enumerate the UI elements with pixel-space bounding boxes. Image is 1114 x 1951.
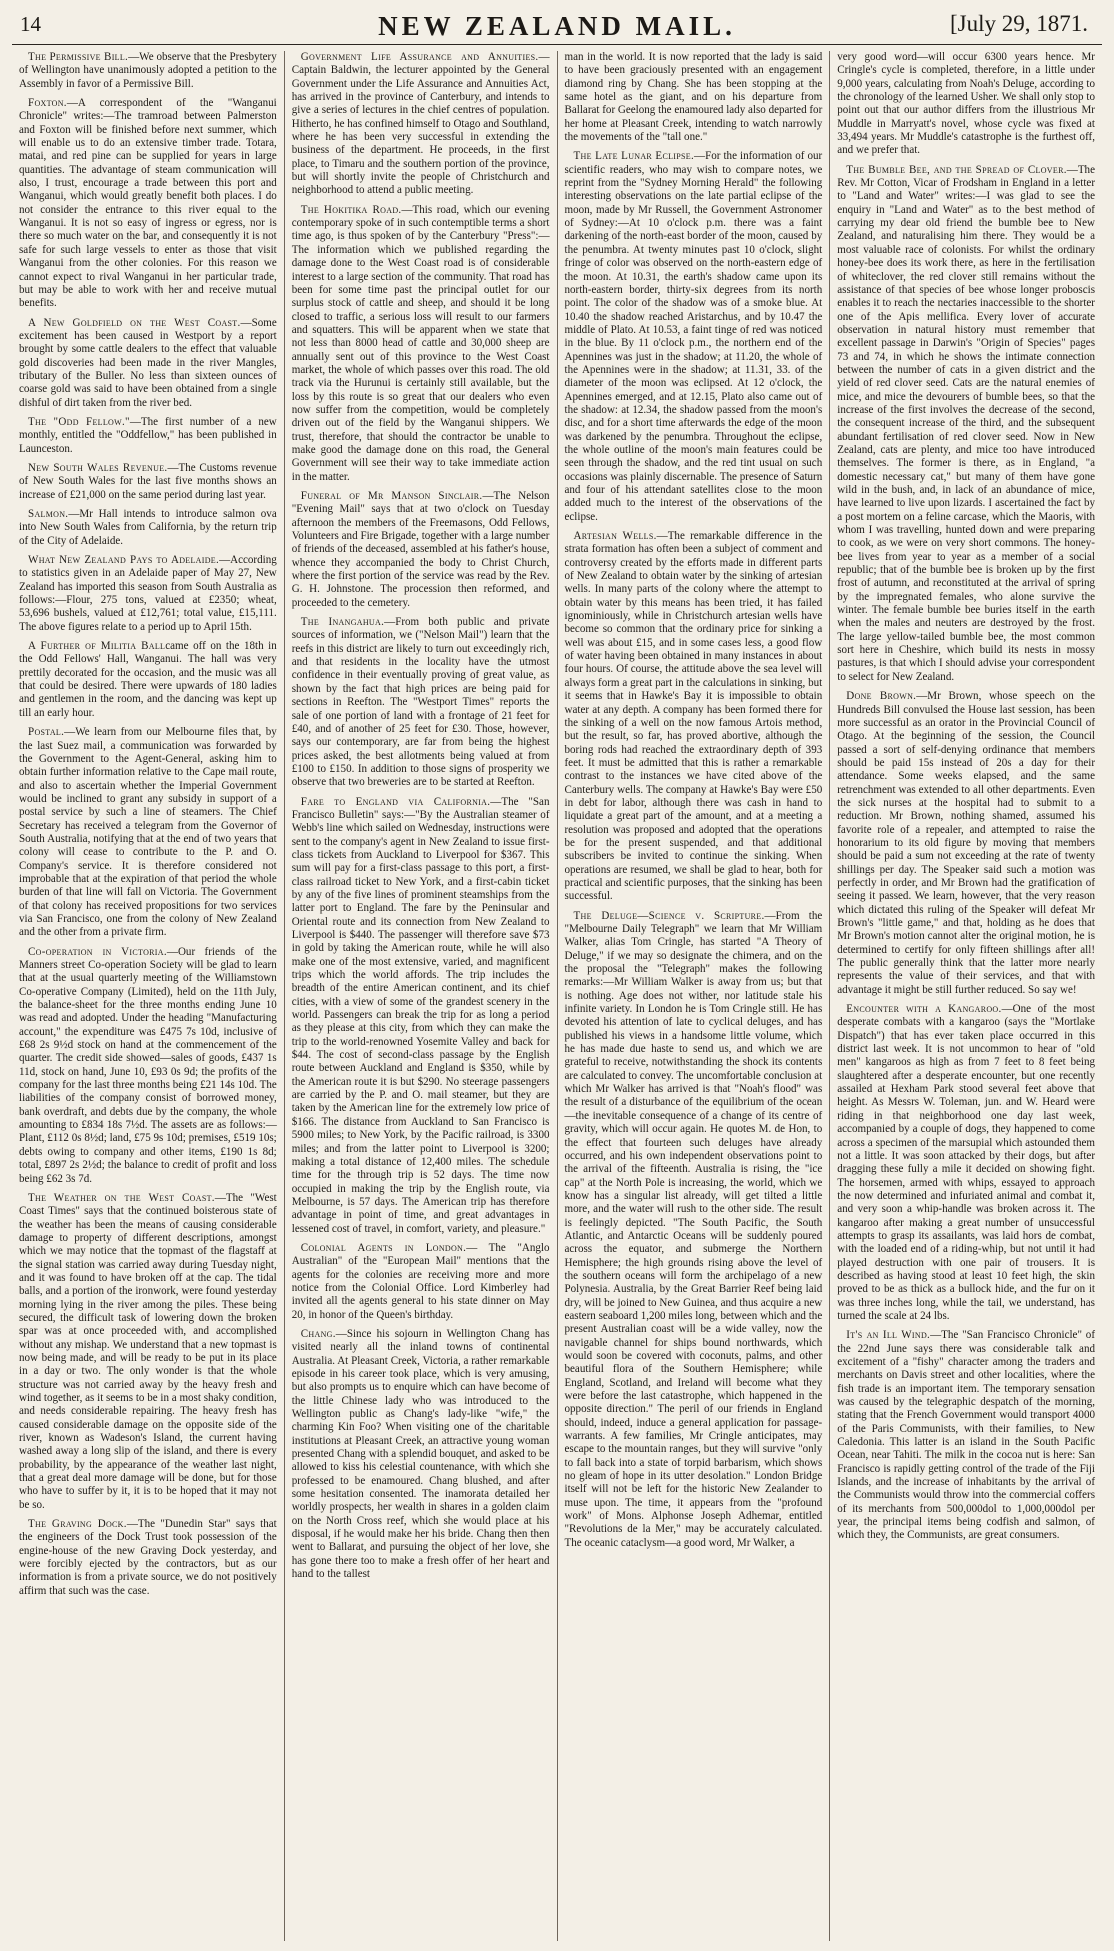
article	[292, 1328, 550, 1582]
article	[19, 640, 277, 720]
text-columns	[12, 51, 1102, 1941]
article	[19, 317, 277, 410]
issue-date: [July 29, 1871.	[950, 11, 1088, 36]
newspaper-title: NEW ZEALAND MAIL.	[378, 11, 736, 41]
article-heading: A New Goldfield on the West Coast.	[28, 316, 241, 329]
article-heading: The "Odd Fellow."	[28, 415, 130, 428]
article-body: —One of the most desperate combats with a kangaroo (says the "Mortlake Dispatch") that has ever taken place occurred in this district last week. It is not uncommon to hear of "old men" kangaroos as high as from 7 feet to 8 feet being slaughtered after a desperate encounter, but one recently assailed at Hexham Park stood several feet above that height. As Messrs W. Toleman, jun. and W. Heard were riding in that neighborhood one day last week, accompanied by a couple of dogs, they happened to come across a specimen of the marsupial which astounded them not a little. It was soon attacked by their dogs, but after dragging these fully a mile it decided on showing fight. The horsemen, armed with whips, essayed to approach the now determined and infuriated animal and combat it, and very soon a whip-handle was broken across it. The kangaroo after making a great number of unsuccessful attempts to grasp its assailants, was laid hors de combat, with the loaded end of a riding-whip, but not until it had played destruction with one pair of trousers. It is described as having stood at least 10 feet high, the skin proved to be as thick as a bullock hide, and the fur on it was three inches long, while the tail, we understand, has turned the scale at 24 lbs.	[837, 1003, 1095, 1322]
article-body: —The "West Coast Times" says that the continued boisterous state of the weather has been the means of causing considerable damage to property of different descriptions, amongst which we may notice that the topmast of the flagstaff at the signal station was carried away during Tuesday night, and it was found to have broken off at the cap. The tidal balls, and a portion of the ironwork, were found yesterday morning lying in the river among the piles. These being secured, the difficult task of lowering down the broken spar was at once proceeded with, and accomplished without any mishap. We understand that a new topmast is now being made, and will be ready to be put in its place in a day or two. The only wonder is that the whole structure was not carried away by the heavy fresh and wind together, as it seems to be in a most shaky condition, and needs considerable repairing. The heavy fresh has caused considerable damage on the opposite side of the river, known as Wadeson's Island, the current having washed away a long slip of the island, and there is every probability, by the appearance of the weather last night, that a great deal more damage will be done, but for those who have to suffer by it, it is to be hoped that it may not be so.	[19, 1191, 277, 1511]
article-body: —Captain Baldwin, the lecturer appointed by the General Government under the Life Assurance and Annuities Act, has arrived in the province of Canterbury, and intends to give a series of lectures in the chief centres of population. Hitherto, he has confined himself to Otago and Southland, where he has been very successful in extending the business of the department. He proceeds, in the first place, to Timaru and the southern portion of the province, but will shortly invite the people of Christchurch and neighborhood to attend a public meeting.	[291, 51, 550, 197]
article-body: —Some excitement has been caused in Westport by a report brought by some cattle dealers to the effect that valuable gold discoveries had been made in the river Mangles, tributary of the Buller. No less than sixteen ounces of coarse gold was said to have been obtained from a single dishful of dirt taken from the river bed.	[19, 316, 277, 409]
article	[292, 1242, 550, 1322]
article-body: came off on the 18th in the Odd Fellows' Hall, Wanganui. The hall was very prettily decorated for the occasion, and the music was all that could be desired. There were upwards of 180 ladies and gentlemen in the room, and the dancing was kept up till an early hour.	[19, 640, 277, 719]
article-body: —The Customs revenue of New South Wales for the last five months shows an increase of £21,000 on the same period during last year.	[19, 461, 277, 501]
article-heading: It's an Ill Wind.	[846, 1329, 931, 1342]
article	[19, 51, 277, 91]
article-body: —Mr Hall intends to introduce salmon ova into New South Wales from California, by the return trip of the City of Adelaide.	[19, 508, 277, 547]
article	[292, 204, 550, 484]
article-heading: The Deluge—Science v. Scripture.	[573, 909, 765, 922]
article	[837, 51, 1095, 158]
article	[565, 530, 823, 904]
page-number: 14	[20, 12, 41, 36]
article	[19, 416, 277, 456]
article-body: man in the world. It is now reported that the lady is said to have been graciously presented with an engagement diamond ring by Chang. She has been stopping at the same hotel as the giant, and on his departure from Ballarat for Geelong the enamoured lady also departed for her home at Pleasant Creek, intending to watch narrowly the movements of the "tall one."	[564, 51, 823, 144]
article-heading: Co-operation in Victoria.	[28, 945, 167, 958]
article-body: — The "Anglo Australian" of the "European Mail" mentions that the agents for the colonies are receiving more and more notice from the Colonial Office. Lord Kimberley had invited all the agents general to his state dinner on May 20, in honor of the Queen's birthday.	[291, 1241, 550, 1321]
article	[19, 726, 277, 940]
article	[19, 1518, 277, 1598]
article	[837, 1329, 1095, 1543]
article-body: —The "San Francisco Chronicle" of the 22nd June says there was considerable talk and excitement of a "fishy" character among the traders and merchants on Davis street and other localities, where the fish trade is an important item. The temporary sensation was caused by the telegraphic despatch of the morning, stating that the French Government would transport 4000 of the Paris Communists, with their families, to New Caledonia. This latter is an island in the South Pacific Ocean, near Tahiti. The milk in the cocoa nut is here: San Francisco is rapidly getting control of the trade of the Fiji Islands, and the increase of inhabitants by the arrival of the Communists would throw into the commercial coffers of its merchants from 500,000dol to 1,000,000dol per year, the principal items being codfish and salmon, of which they, the Communists, are great consumers.	[837, 1329, 1095, 1542]
article-heading: Postal.	[28, 726, 65, 739]
article-body: very good word—will occur 6300 years hence. Mr Cringle's cycle is completed, therefore, in a little under 9,000 years, calculating from Noah's Deluge, according to the chronology of the learned Usher. We shall only stop to point out that our author differs from the illustrious Mr Muddle in Marryatt's novel, whose cycle was fixed at 33,494 years. Mr Muddle's catastrophe is the furthest off, and we prefer that.	[837, 51, 1095, 157]
article-heading: What New Zealand Pays to Adelaide.	[28, 554, 220, 567]
article-heading: The Weather on the West Coast.	[28, 1191, 215, 1204]
article-heading: Done Brown.	[846, 690, 917, 703]
column-2	[284, 51, 557, 1941]
article	[19, 508, 277, 548]
article-heading: Funeral of Mr Manson Sinclair.	[300, 490, 483, 502]
article-heading: The Permissive Bill.	[28, 51, 129, 63]
article-body: —The remarkable difference in the strata formation has often been a subject of comment and controversy created by the efforts made in different parts of New Zealand to obtain water by the sinking of artesian wells. In many parts of the colony where the attempt to obtain water by this means has been tried, it has failed ignominiously, while in Christchurch artesian wells have become so common that the ordinary price for sinking a well was about £15, and in some cases less, a good flow of water having been obtained in many instances in about four hours. Of course, the attitude above the sea level will always form a great part in the calculations in sinking, but it seems that in Hawke's Bay it is impossible to obtain water at any depth. A company has been formed there for the sinking of a well on the now famous Artois method, but the result, so far, has proved abortive, although the boring rods had reached the extraordinary depth of 393 feet. It must be admitted that this is rather a remarkable contrast to the instances we have cited above of the Canterbury wells. The company at Hawke's Bay were £50 in debt for labor, although there was cash in hand to liquidate a great part of the amount, and at a meeting a resolution was proposed and adopted that the operations be for the present suspended, and that additional subscribers be invited to continue the sinking. When operations are resumed, we shall be glad to hear, both for practical and scientific purposes, that the sinking has been successful.	[564, 530, 823, 903]
article	[565, 51, 823, 144]
article-body: —The Nelson "Evening Mail" says that at two o'clock on Tuesday afternoon the members of the Freemasons, Odd Fellows, Volunteers and Fire Brigade, together with a large number of friends of the deceased, assembled at his father's house, whence they accompanied the body to Christ Church, where the first portion of the service was read by the Rev. G. H. Johnstone. The procession then reformed, and proceeded to the cemetery.	[291, 490, 550, 609]
article-heading: A Further of Militia Ball	[28, 640, 166, 653]
article	[292, 616, 550, 789]
article-heading: Artesian Wells.	[573, 530, 657, 543]
article-heading: The Late Lunar Eclipse.	[573, 150, 695, 163]
article-body: —The "Dunedin Star" says that the engineers of the Dock Trust took possession of the engine-house of the new Graving Dock yesterday, and were forcibly ejected by the contractors, but as our information is from a private source, we do not positively affirm that such was the case.	[19, 1518, 277, 1597]
article	[19, 554, 277, 634]
article	[837, 690, 1095, 997]
article-heading: The Bumble Bee, and the Spread of Clover.	[846, 163, 1067, 176]
article-body: —According to statistics given in an Adelaide paper of May 27, New Zealand has imported this season from South Australia as follows:—Flour, 275 tons, valued at £2350; wheat, 53,696 bushels, valued at £12,761; total value, £15,111. The above figures relate to a period up to April 15th.	[19, 554, 277, 633]
article	[19, 1192, 277, 1512]
article-heading: The Hokitika Road.	[300, 203, 402, 216]
article-heading: Encounter with a Kangaroo.	[846, 1003, 1002, 1016]
article	[292, 490, 550, 610]
article-body: —Mr Brown, whose speech on the Hundreds Bill convulsed the House last session, has been more successful as an orator in the Provincial Council of Otago. At the beginning of the session, the Council passed a sort of self-denying ordinance that members should be paid 15s instead of 20s a day for their attendance. Some weeks elapsed, and the same retrenchment was extended to all other departments. Even the sick nurses at the hospital had to submit to a reduction. Mr Brown, nothing shamed, assumed his favorite role of a repealer, and attempted to raise the honorarium to its old figure by moving that members should be paid a sum not exceeding at the rate of twenty shillings per day. The Speaker said such a motion was perfectly in order, and Mr Brown had the gratification of seeing it passed. We learn, however, that the very reason which dictated this ruling of the Speaker will defeat Mr Brown's "little game," and that, holding as he does that Mr Brown's motion cannot alter the original motion, he is determined to certify for only fifteen shillings after all! The public generally think that the latter more nearly represents the value of their services, and that with advantage it might be still further reduced. So say we!	[837, 690, 1095, 996]
article	[837, 164, 1095, 684]
article-body: —The Rev. Mr Cotton, Vicar of Frodsham in England in a letter to "Land and Water" writes:—I was glad to see the enquiry in "Land and Water" as to the best method of carrying my dear old friend the bumble bee to New Zealand, and naturalising him there. They would be a most valuable race of colonists. For whilst the ordinary honey-bee does its work there, as here in the fertilisation of whiteclover, the red clover still remains without the assistance of that species of bee whose longer proboscis enables it to reach the nectaries inaccessible to the shorter one of the Apis mellifica. Every lover of accurate observation in natural history must remember that excellent passage in Darwin's "Origin of Species" pages 73 and 74, in which he shows the intimate connection between the number of cats in a given district and the yield of red clover seed. Cats are the natural enemies of mice, and mice the devourers of bumble bees, so that the increase of the first involves the decrease of the second, the consequent increase of the third, and the subsequent abundant fertilisation of red clover seed. Now in New Zealand, cats are plenty, and mice too have introduced themselves. The former is there, as in England, "a domestic necessary cat," but many of them have gone wild in the bush, and, in lack of an abundance of mice, have learned to live upon lizards. I ascertained the fact by a post mortem on a feline carcase, which the Maoris, with whom I was travelling, hunted down and were preparing to cook, as we were on very short commons. The honey-bee lives from year to year as a member of a social republic; that of the bumble bee is broken up by the first frost of autumn, and reconstituted at the arrival of spring by the impregnated females, who alone survive the winter. The female bumble bee buries itself in the earth when the males and neuters are destroyed by the frost. The large yellow-tailed bumble bee, the most common sort here in Cheshire, which build its nests in mossy pastures, is that which I should advise your correspondent to select for New Zealand.	[837, 163, 1095, 683]
article-heading: Chang.	[300, 1327, 336, 1340]
article-body: —From the "Melbourne Daily Telegraph" we learn that Mr William Walker, alias Tom Cringle, has started "A Theory of Deluge," if we may so designate the chimera, and on the the proposal the "Telegraph" makes the following remarks:—Mr William Walker is away from us; but that is nothing. Age does not wither, nor latitude stale his infinite variety. In London he is Tom Cringle still. He has devoted his attention of late to cyclical deluges, and has published his views in a handsome little volume, which he has made due haste to send us, and which we are grateful to receive, notwithstanding the shock its contents are calculated to convey. The uncomfortable conclusion at which Mr Walker has arrived is that "Noah's flood" was the result of a disturbance of the equilibrium of the ocean—the inevitable consequence of a change of its centre of gravity, which will occur again. He quotes M. de Hon, to the effect that fourteen such deluges have already occurred, and his own independent observations point to the arrival of the fifteenth. Australia is rising, the "ice cap" at the North Pole is increasing, the world, which we know has a singular list already, will get tilted a little more, and the water will rush to the other side. The result is feelingly depicted. "The South Pacific, the South Atlantic, and Antarctic Oceans will be suddenly poured across the equator, and submerge the Northern Hemisphere; the high grounds rising above the level of the southern oceans will form the archipelago of a new Polynesia. Australia, by the Great Barrier Reef being laid dry, will be joined to New Guinea, and thus acquire a new eastern seaboard 1,200 miles long, between which and the present Australian coast will be a wide valley, now the navigable channel for ships bound northwards, which would soon be covered with coconuts, palms, and other beautiful flora of the Southern Hemisphere; while England, Scotland, and Ireland will become what they were before the last catastrophe, which happened in the opposite direction." The peril of our friends in England should, indeed, induce a general application for passage-warrants. A few families, Mr Cringle anticipates, may escape to the mountain ranges, but they will survive "only to fall back into a state of torpid barbarism, which shows no gleam of hope in its utter desolation." London Bridge itself will not be left for the historic New Zealander to muse upon. The time, it appears from the "profound work" of Mons. Alphonse Joseph Adhemar, entitled "Revolutions de la Mer," may be accurately calculated. The oceanic cataclysm—a good word, Mr Walker, a	[564, 909, 823, 1549]
column-4	[829, 51, 1102, 1941]
article-body: —This road, which our evening contemporary spoke of in such contemptible terms a short time ago, is thus spoken of by the Canterbury "Press":—The information which we published regarding the damage done to the West Coast road is of considerable interest to a large section of the community. That road has been for some time past the principal outlet for our surplus stock of cattle and sheep, and should it be long closed to traffic, a serious loss will result to our farmers and squatters. This will be apparent when we state that not less than 8000 head of cattle and 30,000 sheep are annually sent out of this province to the West Coast market, the whole of which passes over this road. The old track via the Hurunui is certainly still available, but the loss by this route is so great that our dealers who even now suffer from the competition, would be completely driven out of the field by the Wanganui shippers. We trust, therefore, that should the contractor be unable to make good the damage done on this road, the General Government will see their way to take immediate action in the matter.	[291, 203, 550, 483]
article-heading: Government Life Assurance and Annuities.	[300, 51, 539, 63]
article-heading: Foxton.	[28, 97, 67, 110]
article-body: —Our friends of the Manners street Co-operation Society will be glad to learn that at the usual quarterly meeting of the Williamstown Co-operative Company (Limited), held on the 11th July, the balance-sheet for the three months ending June 10 was read and adopted. Under the heading "Manufacturing account," the expenditure was £475 7s 10d, inclusive of £68 2s 9½d stock on hand at the commencement of the quarter. The credit side showed—sales of goods, £437 1s 11d, stock on hand, June 10, £93 0s 9d; the profits of the company for the last three months being £21 14s 10d. The liabilities of the company consist of borrowed money, bank overdraft, and debts due by the company, the whole amounting to £834 18s 7½d. The assets are as follows:—Plant, £112 0s 8½d; land, £75 9s 10d; premises, £519 10s; debts owing to company and other items, £190 1s 8d; total, £897 2s 2½d; the balance to credit of profit and loss being £62 3s 7d.	[19, 945, 277, 1185]
article-body: —A correspondent of the "Wanganui Chronicle" writes:—The tramroad between Palmerston and Foxton will be finished before next summer, which will enable us to do an extensive timber trade. Totara, matai, and red pine can be supplied for years in large quantities. The advantage of steam communication will also, I trust, encourage a trade between this port and Wanganui, which would greatly benefit both places. I do not consider the entrance to this river equal to the Wanganui. It is not so easy of ingress or egress, nor is there so much water on the bar, and consequently it is not safe for such large vessels to enter as those that visit Wanganui from the other colonies. For this reason we cannot expect to rival Wanganui in her particular trade, but may be able to work with her and receive mutual benefits.	[19, 97, 277, 310]
article	[292, 51, 550, 198]
column-3	[557, 51, 830, 1941]
article	[19, 462, 277, 502]
column-1	[12, 51, 284, 1941]
article-body: —From both public and private sources of information, we ("Nelson Mail") learn that the reefs in this district are likely to turn out exceedingly rich, and that residents in the locality have the utmost confidence in their eventually proving of great value, as shown by the fact that high prices are being paid for sections in Reefton. The "Westport Times" reports the sale of one portion of land with a frontage of 21 feet for £40, and of another of 25 feet for £30. Those, however, says our contemporary, are far from being the highest prices asked, the best allotments being valued at from £100 to £150. In addition to those signs of prosperity we observe that two breweries are to be started at Reefton.	[291, 616, 550, 789]
article-heading: Fare to England via California.	[300, 795, 491, 808]
article-body: —We learn from our Melbourne files that, by the last Suez mail, a communication was forwarded by the Government to the Agent-General, asking him to obtain further information relative to the Cape mail route, and also to ascertain whether the Imperial Government would be inclined to grant any subsidy in support of a postal service by such a line of steamers. The Chief Secretary has received a telegram from the Governor of South Australia, notifying that at the end of two years that colony will cease to contribute to the P. and O. Company's service. It is therefore considered not improbable that at the expiration of that period the whole burden of that line will fall on Victoria. The Government of that colony has received propositions for two services via San Francisco, one from the colony of New Zealand and the other from a private firm.	[19, 726, 277, 939]
article-body: —The first number of a new monthly, entitled the "Oddfellow," has been published in Launceston.	[19, 415, 277, 455]
article-body: —The "San Francisco Bulletin" says:—"By the Australian steamer of Webb's line which sailed on Wednesday, instructions were sent to the company's agent in New Zealand to issue first-class tickets from Auckland to Liverpool for $367. This sum will pay for a first-class passage to this port, a first-class railroad ticket to New York, and a first-cabin ticket by any of the five lines of prominent steamships from the latter port to England. The fare by the Peninsular and Oriental route and its connection from New Zealand to Liverpool is $440. The passenger will therefore save $73 in gold by taking the American route, while he will also make one of the most extensive, varied, and magnificent trips which the world affords. The trip includes the breadth of the entire American continent, and its chief cities, with a view of some of the grandest scenery in the world. Passengers can break the trip for as long a period as they please at this city, from which they can make the trip to the world-renowned Yosemite Valley and back for $44. The cost of second-class passage by the English route between Auckland and England is $350, while by the American route it is but $290. No steerage passengers are carried by the P. and O. mail steamer, but they are taken by the American line for the extremely low price of $166. The distance from Auckland to San Francisco is 5900 miles; to New York, by the Pacific railroad, is 3300 miles; and from the latter point to Liverpool is 3200; making a total distance of 12,400 miles. The schedule time for the through trip is 52 days. The time now occupied in making the trip by the English route, via Melbourne, is 57 days. The American trip has therefore advantage in point of time, and great advantages in lessened cost of travel, in comfort, variety, and pleasure."	[291, 795, 550, 1235]
article-body: —For the information of our scientific readers, who may wish to compare notes, we reprint from the "Sydney Morning Herald" the following interesting observations on the late partial eclipse of the moon, made by Mr Russell, the Government Astronomer of Sydney:—At 10 o'clock p.m. there was a faint darkening of the north-east border of the moon, caused by the penumbra. At twenty minutes past 10 o'clock, slight fringe of color was observed on the north-eastern edge of the moon. At 10.31, the earth's shadow came upon its north-eastern border, thirty-six degrees from its north point. The color of the shadow was of a smoke blue. At 10.40 the shadow reached Aristarchus, and by 10.47 the middle of Plato. At 10.53, a faint tinge of red was noticed in the blue. By 11 o'clock p.m., the northern end of the Apennines was just in the shadow; at 11.20, the whole of the Apennines were in the shadow; at 11.31, 33. of the diameter of the moon was eclipsed. At 12 o'clock, the Apennines emerged, and at 12.15, Plato also came out of the shadow: at 12.34, the shadow passed from the moon's disc, and for a short time afterwards the edge of the moon was darkened by the penumbra. Throughout the eclipse, the whole outline of the moon's main features could be seen through the shadow, and the red tint usual on such occasions was plainly discernable. The presence of Saturn and four of his attendant satellites close to the moon added much to the interest of the observations of the eclipse.	[564, 150, 823, 523]
article	[292, 796, 550, 1236]
article-heading: Salmon.	[28, 508, 69, 520]
masthead	[12, 10, 1102, 45]
article	[837, 1003, 1095, 1323]
article-heading: The Graving Dock.	[28, 1518, 127, 1531]
article-body: —We observe that the Presbytery of Wellington have unanimously adopted a petition to the Assembly in favor of a Permissive Bill.	[19, 51, 277, 90]
article-heading: Colonial Agents in London.	[300, 1241, 467, 1254]
article-body: —Since his sojourn in Wellington Chang has visited nearly all the inland towns of continental Australia. At Pleasant Creek, Victoria, a rather remarkable episode in his career took place, which is very amusing, but also prompts us to enquire which can have become of the little Chinese lady who was introduced to the Wellington public as Chang's lady-like "wife," the charming Kin Foo? When visiting one of the charitable institutions at Pleasant Creek, an attractive young woman presented Chang with a splendid bouquet, and asked to be allowed to kiss his celestial countenance, with which she professed to be enamoured. Chang blushed, and after some hesitation consented. The inamorata detailed her worldly prospects, her wealth in shares in a golden claim on the North Cross reef, which she would place at his disposal, if he would make her his bride. Chang then then went to Ballarat, and pursuing the object of her love, she has gone there too to make a fresh offer of her heart and hand to the tallest	[291, 1327, 550, 1581]
article	[565, 910, 823, 1551]
article	[19, 97, 277, 311]
article	[19, 946, 277, 1186]
article-heading: The Inangahua.	[300, 616, 385, 629]
article	[565, 150, 823, 524]
article-heading: New South Wales Revenue.	[28, 461, 168, 474]
